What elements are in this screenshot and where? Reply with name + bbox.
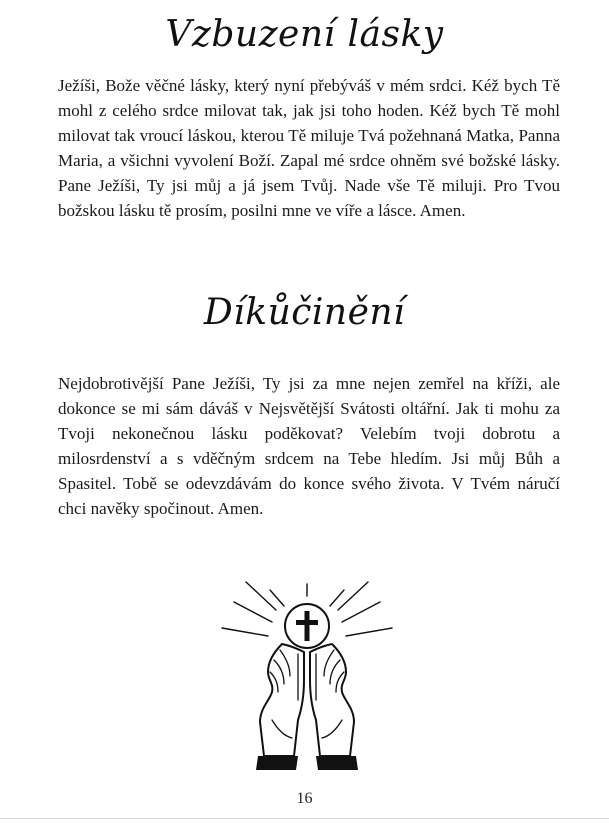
page-bottom-divider [0,818,609,819]
prayer-title-dikucineni: Díkůčinění [203,292,406,333]
page-number: 16 [296,790,313,807]
prayer-text-dikucineni: Nejdobrotivější Pane Ježíši, Ty jsi za mne nejen zemřel na kříži, ale dokonce se mi sám dáváš v Nejsvětější Svátosti oltářní. Jak ti mohu za Tvoji nekonečnou lásku poděkovat? Velebím tvoji dobrotu a milosrdenství a s vděčným srdcem na Tebe hledím. Jsi můj Bůh a Spasitel. Tobě se odevzdávám do konce svého života. V Tvém náručí chci navěky spočinout. Amen. [58,374,560,518]
hands-holding-host-with-cross-icon [212,580,402,770]
prayer-text-vzbuzeni-lasky: Ježíši, Bože věčné lásky, který nyní přebýváš v mém srdci. Kéž bych Tě mohl z celého srdce milovat tak, jak jsi toho hoden. Kéž bych Tě mohl milovat tak vroucí láskou, kterou Tě miluje Tvá požehnaná Matka, Panna Maria, a všichni vyvolení Boží. Zapal mé srdce ohněm své božské lásky. Pane Ježíši, Ty jsi můj a já jsem Tvůj. Nade vše Tě miluji. Pro Tvou božskou lásku tě prosím, posilni mne ve víře a lásce. Amen. [58,76,560,220]
prayer-title-vzbuzeni-lasky: Vzbuzení lásky [165,14,444,55]
